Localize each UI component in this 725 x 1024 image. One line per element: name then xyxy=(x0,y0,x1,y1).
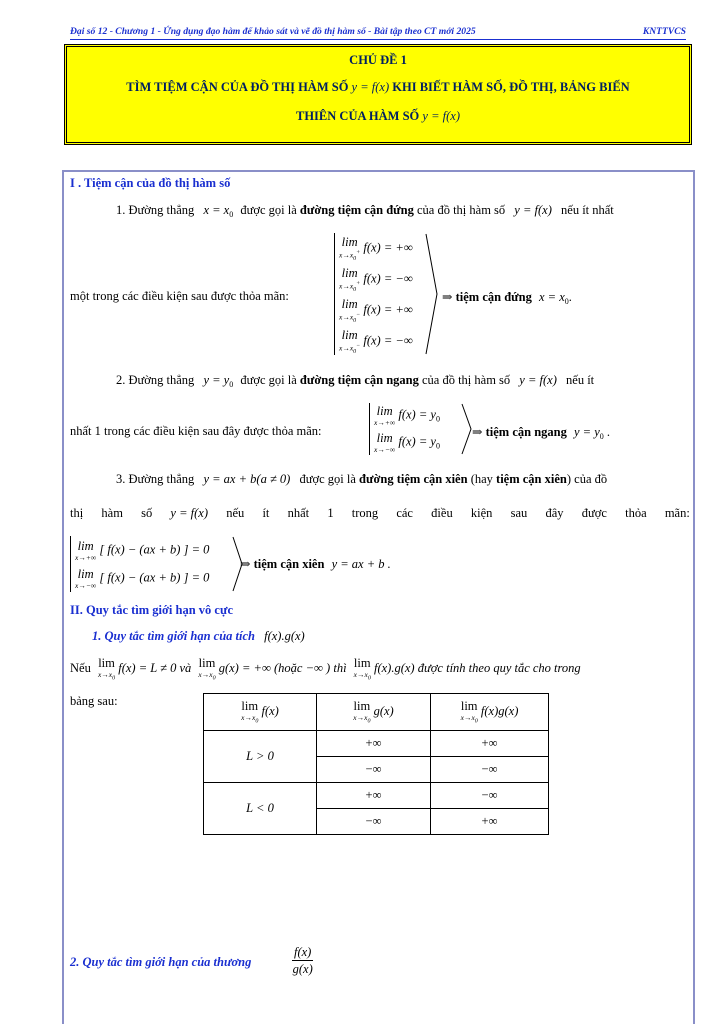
justified-word: đây xyxy=(545,506,564,520)
table-cell-L: L > 0 xyxy=(204,731,317,783)
table-header-cell: lim $x\to x_0$ f(x)g(x) xyxy=(431,694,549,731)
header-right: KNTTVCS xyxy=(642,26,686,37)
table-cell: −∞ xyxy=(431,783,549,809)
limit-oblique-1: lim x→+∞ [ f(x) − (ax + b) ] = 0 xyxy=(75,539,210,562)
topic-number: CHỦ ĐỀ 1 xyxy=(349,53,407,67)
para2-line1: 2. Đường thẳng $y = y_0$ được gọi là đường tiệm cận ngang của đồ thị hàm số y = f(x) nếu ít xyxy=(116,373,595,389)
justified-word: y = f(x) xyxy=(170,506,209,520)
brace-left-bar xyxy=(334,233,335,355)
para1-line2: một trong các điều kiện sau được thỏa mãn: xyxy=(70,289,289,303)
table-header-cell: lim $x\to x_0$ g(x) xyxy=(317,694,431,731)
justified-word: thị xyxy=(70,506,84,520)
table-cell-L: L < 0 xyxy=(204,783,317,835)
justified-word: hàm xyxy=(101,506,123,520)
table-row xyxy=(204,731,549,757)
header-left: Đại số 12 - Chương 1 - Ứng dụng đạo hàm để khảo sát và vẽ đồ thị hàm số - Bài tập theo CT mới 2025 xyxy=(70,26,476,37)
justified-word: mãn: xyxy=(664,506,690,520)
limit-h-2: lim x→−∞ $f(x) = y_0$ xyxy=(374,431,440,454)
rule2-heading: 2. Quy tắc tìm giới hạn của thương xyxy=(70,955,252,969)
justified-word: sau xyxy=(510,506,528,520)
justified-word: trong xyxy=(351,506,379,520)
table-caption: bảng sau: xyxy=(70,694,118,708)
justified-word: nếu xyxy=(226,506,245,520)
rule1-heading: 1. Quy tắc tìm giới hạn của tích f(x).g(x) xyxy=(92,629,305,643)
limit-row-2: lim $x\to x_0^+$ f(x) = −∞ xyxy=(339,266,413,293)
justified-word: kiện xyxy=(470,506,493,520)
justified-word: nhất xyxy=(287,506,310,520)
table-row xyxy=(204,783,549,809)
title-formula-2: y = f(x) xyxy=(422,109,460,123)
para2-line2: nhất 1 trong các điều kiện sau đây được thỏa mãn: xyxy=(70,424,322,438)
topic-title-line2: THIÊN CỦA HÀM SỐ y = f(x) xyxy=(296,109,460,123)
result-vertical-asymptote: ⇒ tiệm cận đứng $x = x_0$. xyxy=(442,290,572,306)
table-cell: −∞ xyxy=(431,757,549,783)
para3-line1: 3. Đường thẳng y = ax + b(a ≠ 0) được gọi là đường tiệm cận xiên (hay tiệm cận xiên) của đồ xyxy=(116,472,608,486)
result-oblique-asymptote: ⇒ tiệm cận xiên y = ax + b . xyxy=(240,557,391,571)
limit-row-3: lim $x\to x_0^-$ f(x) = +∞ xyxy=(339,297,413,324)
justified-word: điều xyxy=(431,506,453,520)
justified-word: được xyxy=(581,506,607,520)
table-cell: +∞ xyxy=(431,809,549,835)
limit-row-4: lim $x\to x_0^-$ f(x) = −∞ xyxy=(339,328,413,355)
formula-yfx: y = f(x) xyxy=(514,203,552,217)
justified-word: 1 xyxy=(327,506,334,520)
justified-word: các xyxy=(396,506,413,520)
result-horizontal-asymptote: ⇒ tiệm cận ngang $y = y_0$ . xyxy=(472,425,611,441)
sub-zero: 0 xyxy=(229,210,234,219)
section1-heading: I . Tiệm cận của đồ thị hàm số xyxy=(70,176,231,190)
table-cell: +∞ xyxy=(431,731,549,757)
topic-title-line1: TÌM TIỆM CẬN CỦA ĐỒ THỊ HÀM SỐ y = f(x) KHI BIẾT HÀM SỐ, ĐỒ THỊ, BẢNG BIẾN xyxy=(126,80,630,94)
limit-h-1: lim x→+∞ $f(x) = y_0$ xyxy=(374,404,440,427)
justified-word: ít xyxy=(262,506,270,520)
limit-row-1: lim $x\to x_0^+$ f(x) = +∞ xyxy=(339,235,413,262)
para3-line2 xyxy=(70,506,690,521)
table-cell: −∞ xyxy=(317,809,431,835)
brace2-left-bar xyxy=(369,403,370,455)
table-cell: +∞ xyxy=(317,783,431,809)
limit-oblique-2: lim x→−∞ [ f(x) − (ax + b) ] = 0 xyxy=(75,567,210,590)
limit-rules-table xyxy=(203,693,549,835)
table-header-cell: lim $x\to x_0$ f(x) xyxy=(204,694,317,731)
rule1-condition: Nếu lim $x\to x_0$ f(x) = L ≠ 0 và lim $x\to x_0$ g(x) = +∞ (hoặc −∞ ) thì lim $x\to x_0$ f(x).g(x) được tính theo quy tắc cho trong xyxy=(70,656,581,681)
justified-word: thỏa xyxy=(625,506,647,520)
rule2-fraction: f(x) g(x) xyxy=(292,945,313,977)
section2-heading: II. Quy tắc tìm giới hạn vô cực xyxy=(70,603,234,617)
topic-title-box xyxy=(64,44,692,145)
table-cell: −∞ xyxy=(317,757,431,783)
justified-word: số xyxy=(141,506,153,520)
brace3-left-bar xyxy=(70,536,71,592)
title-formula: y = f(x) xyxy=(351,80,390,94)
table-cell: +∞ xyxy=(317,731,431,757)
para1-line1: 1. Đường thẳng $x = x_0$ được gọi là đường tiệm cận đứng của đồ thị hàm số y = f(x) nếu ít nhất xyxy=(116,203,614,219)
running-header xyxy=(70,26,686,40)
angle-bracket xyxy=(425,233,439,355)
table-header-row xyxy=(204,694,549,731)
